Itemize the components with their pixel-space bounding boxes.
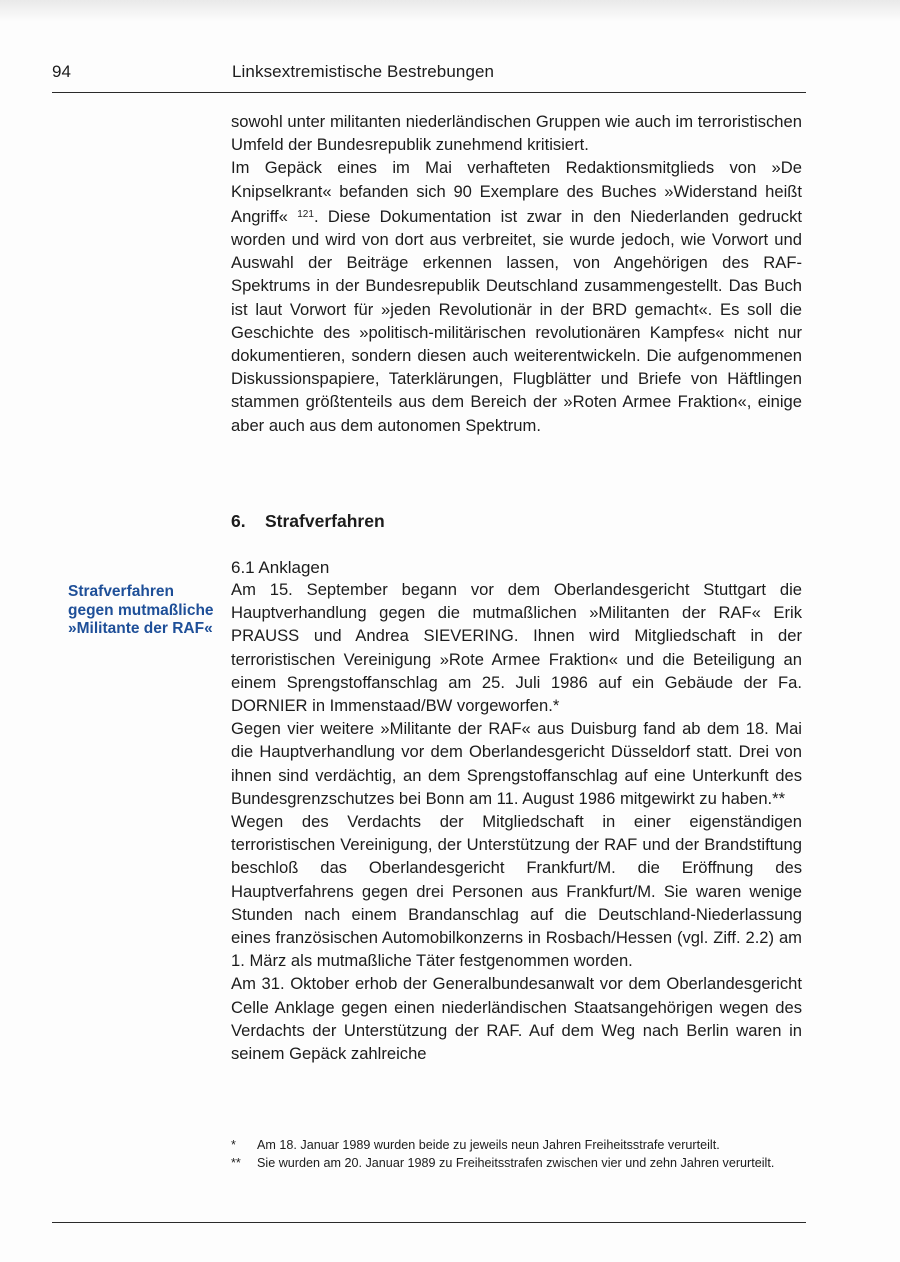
page-number: 94: [52, 62, 71, 81]
footnote-1-mark: *: [231, 1138, 236, 1152]
footnote-reference: 121: [297, 208, 314, 220]
scan-edge-shadow: [0, 0, 900, 22]
footnote-2-text: Sie wurden am 20. Januar 1989 zu Freiheitsstrafen zwischen vier und zehn Jahren verurteilt.: [257, 1155, 775, 1170]
main-paragraph-3: Wegen des Verdachts der Mitgliedschaft in einer eigenständigen terroristischen Vereinigung, der Unterstützung der RAF und der Brandstiftung beschloß das Oberlandesgericht Frankfurt/M. die Eröffnung des Hauptverfahrens gegen drei Personen aus Frankfurt/M. Sie waren wenige Stunden nach einem Brandanschlag auf die Deutschland-Niederlassung eines französischen Automobilkonzerns in Rosbach/Hessen (vgl. Ziff. 2.2) am 1. März als mutmaßliche Täter festgenommen worden.: [231, 812, 802, 971]
footer-rule: [52, 1222, 806, 1223]
running-title: Linksextremistische Bestrebungen: [232, 62, 495, 81]
chapter-number: 6.: [231, 511, 246, 531]
intro-paragraph-2: [231, 156, 802, 436]
subsection-heading: 6.1 Anklagen: [231, 558, 330, 577]
page-header: [52, 62, 806, 92]
main-paragraph-1: Am 15. September begann vor dem Oberlandesgericht Stuttgart die Hauptverhandlung gegen die mutmaßlichen »Militanten der RAF« Erik PRAUSS und Andrea SIEVERING. Ihnen wird Mitgliedschaft in der terroristischen Vereinigung »Rote Armee Fraktion« und die Beteiligung an einem Sprengstoffanschlag am 25. Juli 1986 auf ein Gebäude der Fa. DORNIER in Immenstaad/BW vorgeworfen.*: [231, 580, 802, 716]
footnote-1-text: Am 18. Januar 1989 wurden beide zu jeweils neun Jahren Freiheitsstrafe verurteilt.: [257, 1138, 720, 1152]
main-paragraph-4: Am 31. Oktober erhob der Generalbundesanwalt vor dem Oberlandesgericht Celle Anklage gegen einen niederländischen Staatsangehörigen wegen des Verdachts der Unterstützung der RAF. Auf dem Weg nach Berlin waren in seinem Gepäck zahlreiche: [231, 974, 802, 1064]
chapter-title: Strafverfahren: [265, 511, 385, 531]
intro-paragraph-2-text: Im Gepäck eines im Mai verhafteten Redaktionsmitglieds von »De Knipselkrant« befanden sich 90 Exemplare des Buches »Widerstand heißt Angriff«: [231, 158, 802, 226]
header-rule: [52, 92, 806, 93]
footnote-1: [231, 1138, 802, 1154]
intro-paragraph-1: sowohl unter militanten niederländischen Gruppen wie auch im terroristischen Umfeld der Bundesrepublik zunehmend kritisiert.: [231, 112, 802, 155]
footnote-2: [231, 1156, 802, 1172]
margin-note: Strafverfahren gegen mutmaßliche »Militante der RAF«: [68, 583, 214, 638]
intro-text-block: [231, 110, 802, 437]
chapter-heading: [231, 511, 385, 532]
main-text-block: [231, 578, 802, 1065]
footnotes: [231, 1138, 802, 1171]
main-paragraph-2: Gegen vier weitere »Militante der RAF« aus Duisburg fand ab dem 18. Mai die Hauptverhandlung vor dem Oberlandesgericht Düsseldorf statt. Drei von ihnen sind verdächtig, an dem Sprengstoffanschlag auf eine Unterkunft des Bundesgrenzschutzes bei Bonn am 11. August 1986 mitgewirkt zu haben.**: [231, 719, 802, 808]
footnote-2-mark: **: [231, 1155, 241, 1170]
intro-paragraph-2-continuation: . Diese Dokumentation ist zwar in den Niederlanden gedruckt worden und wird von dort aus verbreitet, sie wurde jedoch, wie Vorwort und Auswahl der Beiträge erkennen lassen, von Angehörigen des RAF-Spektrums in der Bundesrepublik Deutschland zusammengestellt. Das Buch ist laut Vorwort für »jeden Revolutionär in der BRD gemacht«. Es soll die Geschichte des »politisch-militärischen revolutionären Kampfes« nicht nur dokumentieren, sondern diesen auch weiterentwickeln. Die aufgenommenen Diskussionspapiere, Taterklärungen, Flugblätter und Briefe von Häftlingen stammen größtenteils aus dem Bereich der »Roten Armee Fraktion«, einige aber auch aus dem autonomen Spektrum.: [231, 206, 802, 435]
